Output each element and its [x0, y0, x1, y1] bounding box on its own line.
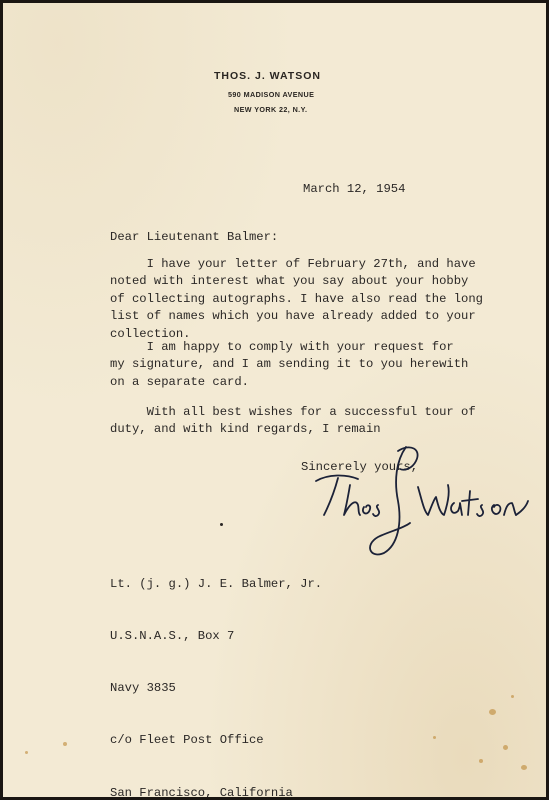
recipient-line: Lt. (j. g.) J. E. Balmer, Jr. — [110, 576, 323, 591]
paper-stain — [63, 742, 67, 746]
recipient-line: c/o Fleet Post Office — [110, 733, 264, 748]
paper-stain — [433, 736, 436, 739]
letter-date: March 12, 1954 — [303, 182, 406, 196]
typed-mark-dot — [220, 523, 223, 526]
recipient-line: U.S.N.A.S., Box 7 — [110, 629, 235, 644]
body-paragraph-1: I have your letter of February 27th, and have noted with interest what you say about your hobby of collecting autographs. I have also read the long list of names which you have already added to your collection. — [110, 257, 483, 341]
body-paragraph-2: I am happy to comply with your request for my signature, and I am sending it to you herewith on a separate card. — [110, 340, 469, 389]
body-paragraph-3: With all best wishes for a successful tour of duty, and with kind regards, I remain — [110, 405, 476, 437]
paper-stain — [521, 765, 527, 770]
handwritten-signature — [298, 441, 538, 571]
paper-stain — [511, 695, 514, 698]
closing: Sincerely yours, — [301, 460, 419, 474]
salutation: Dear Lieutenant Balmer: — [110, 230, 279, 244]
recipient-address — [110, 541, 322, 797]
paper-stain — [503, 745, 508, 750]
paper-stain — [489, 709, 496, 715]
letter-sheet — [3, 3, 546, 797]
letterhead-address-line1: 590 MADISON AVENUE — [228, 90, 315, 99]
paper-stain — [479, 759, 483, 763]
recipient-line: Navy 3835 — [110, 681, 176, 696]
letterhead-address-line2: NEW YORK 22, N.Y. — [234, 105, 308, 114]
letterhead-name: THOS. J. WATSON — [214, 70, 321, 82]
paper-stain — [25, 751, 28, 754]
recipient-line: San Francisco, California — [110, 785, 293, 797]
